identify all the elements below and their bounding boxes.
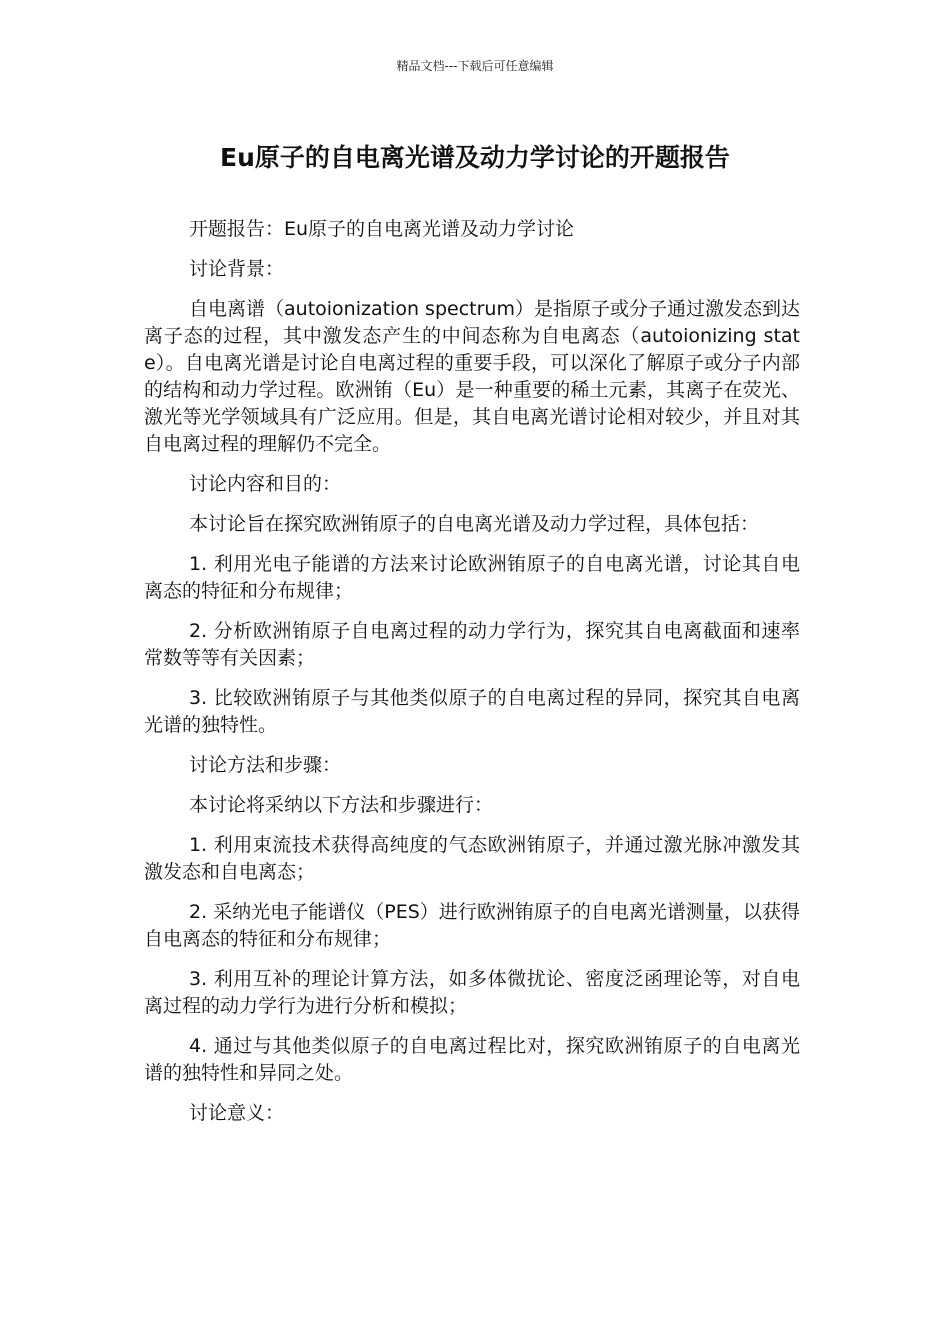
- paragraph-subject: 开题报告：Eu原子的自电离光谱及动力学讨论: [189, 218, 575, 240]
- document-title: Eu原子的自电离光谱及动力学讨论的开题报告: [220, 143, 730, 172]
- list-item-method-4: 4. 通过与其他类似原子的自电离过程比对，探究欧洲铕原子的自电离光谱的独特性和异同之处。: [144, 1035, 800, 1084]
- document-body: [144, 216, 800, 1140]
- header-note: 精品文档---下载后可任意编辑: [396, 59, 554, 73]
- list-item-method-2: 2. 采纳光电子能谱仪（PES）进行欧洲铕原子的自电离光谱测量，以获得自电离态的特征和分布规律；: [144, 901, 800, 950]
- list-item-content-2: 2. 分析欧洲铕原子自电离过程的动力学行为，探究其自电离截面和速率常数等等有关因素；: [144, 620, 800, 669]
- paragraph-methods-intro: 本讨论将采纳以下方法和步骤进行：: [189, 794, 494, 816]
- heading-significance: 讨论意义：: [189, 1102, 285, 1124]
- list-item-content-1: 1. 利用光电子能谱的方法来讨论欧洲铕原子的自电离光谱，讨论其自电离态的特征和分布规律；: [144, 553, 800, 602]
- paragraph-background: 自电离谱（autoionization spectrum）是指原子或分子通过激发态到达离子态的过程，其中激发态产生的中间态称为自电离态（autoionizing state）。自电离光谱是讨论自电离过程的重要手段，可以深化了解原子或分子内部的结构和动力学过程。欧洲铕（Eu）是一种重要的稀土元素，其离子在荧光、激光等光学领域具有广泛应用。但是，其自电离光谱讨论相对较少，并且对其自电离过程的理解仍不完全。: [144, 298, 800, 455]
- list-item-method-1: 1. 利用束流技术获得高纯度的气态欧洲铕原子，并通过激光脉冲激发其激发态和自电离态；: [144, 834, 800, 883]
- heading-content-purpose: 讨论内容和目的：: [189, 473, 342, 495]
- heading-methods: 讨论方法和步骤：: [189, 754, 342, 776]
- list-item-method-3: 3. 利用互补的理论计算方法，如多体微扰论、密度泛函理论等，对自电离过程的动力学行为进行分析和模拟；: [144, 968, 800, 1017]
- heading-background: 讨论背景：: [189, 258, 285, 280]
- list-item-content-3: 3. 比较欧洲铕原子与其他类似原子的自电离过程的异同，探究其自电离光谱的独特性。: [144, 687, 800, 736]
- paragraph-content-intro: 本讨论旨在探究欧洲铕原子的自电离光谱及动力学过程，具体包括：: [189, 513, 760, 535]
